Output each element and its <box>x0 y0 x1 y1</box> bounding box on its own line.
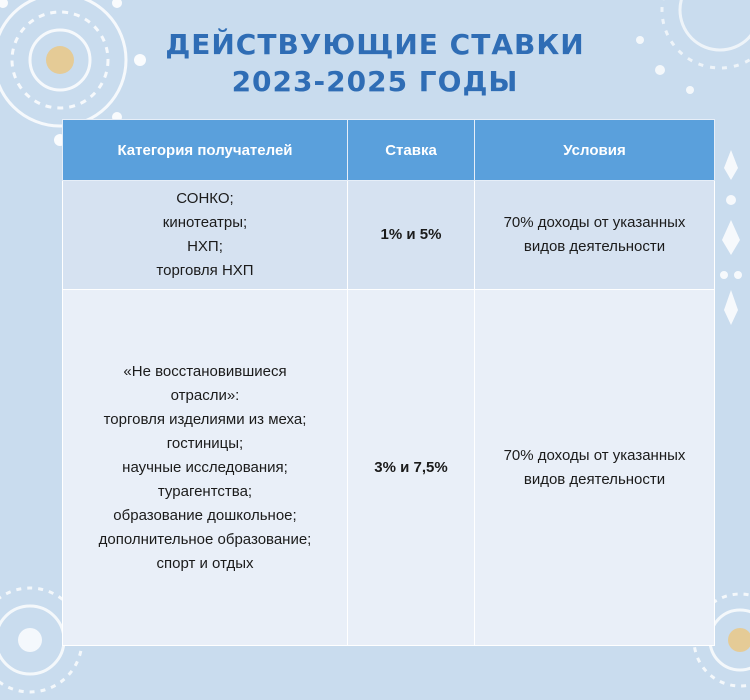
table-header-row <box>63 120 715 181</box>
conditions-cell <box>475 290 715 646</box>
category-line: торговля изделиями из меха; <box>103 410 307 428</box>
header-conditions: Условия <box>475 120 715 181</box>
rates-table <box>62 119 715 646</box>
category-line: СОНКО; <box>176 190 234 207</box>
conditions-line: 70% доходы от указанных <box>503 214 686 231</box>
category-cell <box>63 181 348 290</box>
category-line: турагентства; <box>157 482 253 500</box>
category-line: НХП; <box>187 238 223 255</box>
category-line: образование дошкольное; <box>113 506 297 524</box>
table-row <box>63 181 715 290</box>
page-title <box>0 26 750 100</box>
rate-cell: 3% и 7,5% <box>348 290 475 646</box>
conditions-line: видов деятельности <box>523 470 666 488</box>
conditions-line: видов деятельности <box>523 238 666 255</box>
category-line: дополнительное образование; <box>98 530 312 548</box>
category-line: «Не восстановившиеся <box>123 362 287 380</box>
category-line: торговля НХП <box>156 262 254 279</box>
rate-cell: 1% и 5% <box>348 181 475 290</box>
category-line: научные исследования; <box>122 458 288 476</box>
category-line: кинотеатры; <box>162 214 248 231</box>
header-rate: Ставка <box>348 120 475 181</box>
table-row <box>63 290 715 646</box>
category-line: гостиницы; <box>166 434 244 452</box>
header-category: Категория получателей <box>63 120 348 181</box>
ornament-right-side-icon <box>712 140 750 340</box>
title-line-1: ДЕЙСТВУЮЩИЕ СТАВКИ <box>165 28 585 61</box>
category-cell <box>63 290 348 646</box>
conditions-line: 70% доходы от указанных <box>503 446 686 464</box>
conditions-cell <box>475 181 715 290</box>
category-line: спорт и отдых <box>156 554 254 572</box>
title-line-2: 2023-2025 ГОДЫ <box>231 65 519 98</box>
category-line: отрасли»: <box>170 386 240 404</box>
